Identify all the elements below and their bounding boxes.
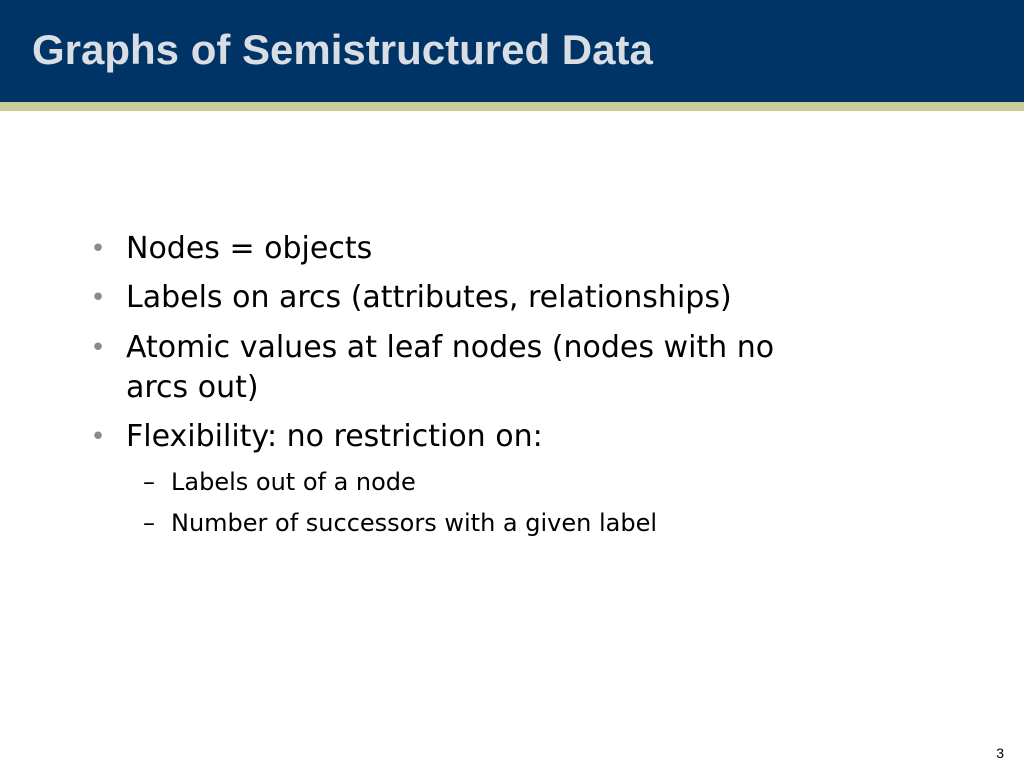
bullet-text-line-2: arcs out): [126, 370, 259, 405]
bullet-marker: •: [90, 283, 106, 313]
sub-bullet-text: Number of successors with a given label: [171, 509, 657, 537]
sub-bullet-marker: –: [143, 468, 155, 496]
bullet-item: [90, 417, 916, 457]
bullet-text: Nodes = objects: [126, 231, 373, 266]
bullet-item: [90, 229, 916, 269]
sub-bullet-text: Labels out of a node: [171, 468, 416, 496]
slide-title: Graphs of Semistructured Data: [32, 26, 653, 73]
bullet-text: Labels on arcs (attributes, relationships): [126, 280, 732, 315]
sub-bullet-item: [143, 466, 931, 498]
sub-bullet-item: [143, 507, 931, 539]
sub-bullet-marker: –: [143, 509, 155, 537]
bullet-item: [90, 278, 916, 318]
bullet-text: Flexibility: no restriction on:: [126, 419, 543, 454]
bullet-marker: •: [90, 422, 106, 452]
bullet-text-line-1: Atomic values at leaf nodes (nodes with no: [126, 330, 775, 365]
bullet-marker: •: [90, 234, 106, 264]
page-number: 3: [996, 745, 1004, 761]
bullet-item: [90, 328, 916, 408]
bullet-marker: •: [90, 333, 106, 363]
